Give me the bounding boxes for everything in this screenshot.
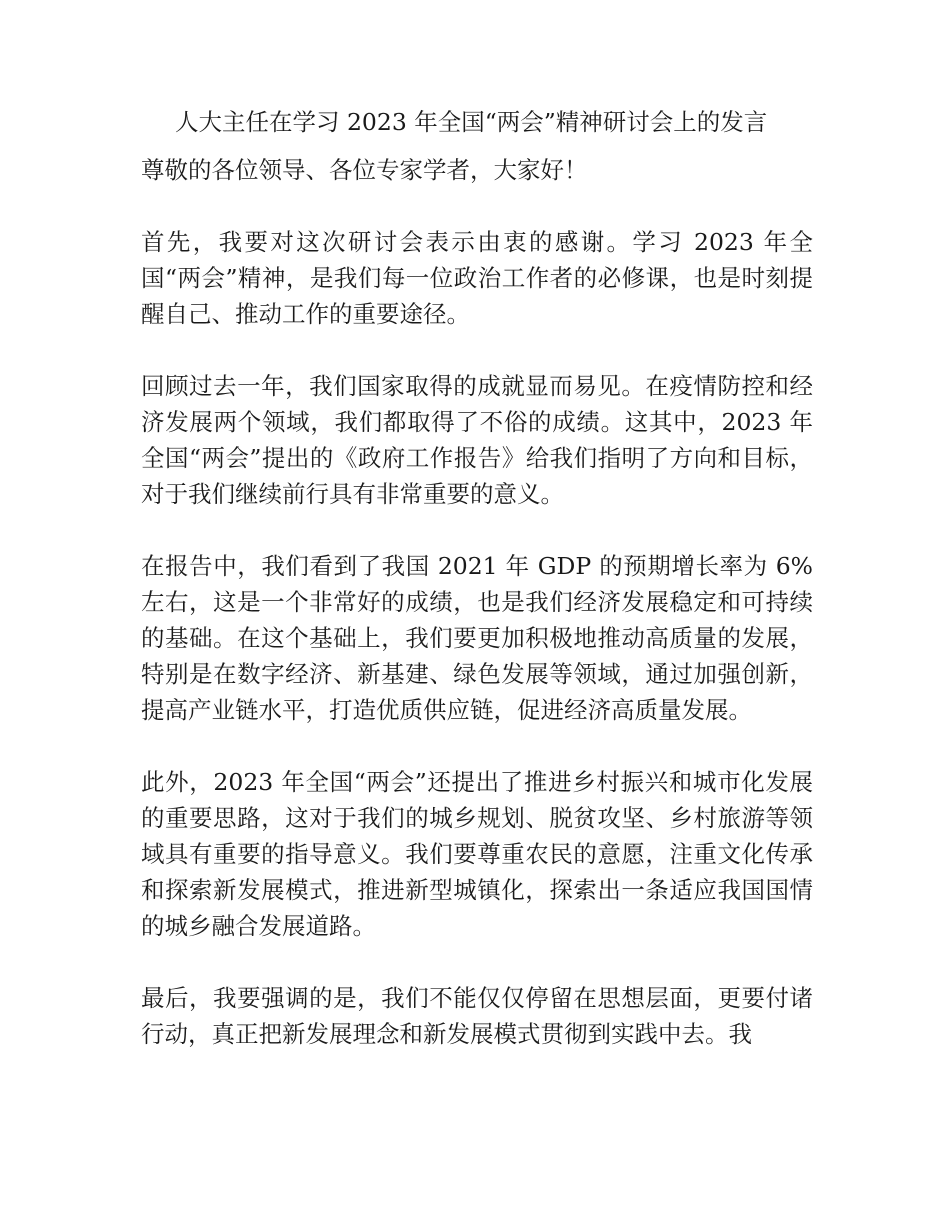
- paragraph-3: 在报告中，我们看到了我国 2021 年 GDP 的预期增长率为 6% 左右，这是一个非常好的成绩，也是我们经济发展稳定和可持续的基础。在这个基础上，我们要更加积极地推动高质量的发展，特别是在数字经济、新基建、绿色发展等领域，通过加强创新，提高产业链水平，打造优质供应链，促进经济高质量发展。: [141, 552, 813, 724]
- document-body: [141, 152, 813, 1088]
- document-title: 人大主任在学习 2023 年全国“两会”精神研讨会上的发言: [175, 108, 768, 136]
- paragraph-greeting: 尊敬的各位领导、各位专家学者，大家好！: [141, 156, 588, 184]
- paragraph-4: 此外，2023 年全国“两会”还提出了推进乡村振兴和城市化发展的重要思路，这对于我们的城乡规划、脱贫攻坚、乡村旅游等领域具有重要的指导意义。我们要尊重农民的意愿，注重文化传承和探索新发展模式，推进新型城镇化，探索出一条适应我国国情的城乡融合发展道路。: [141, 768, 813, 940]
- paragraph-1: 首先，我要对这次研讨会表示由衷的感谢。学习 2023 年全国“两会”精神，是我们每一位政治工作者的必修课，也是时刻提醒自己、推动工作的重要途径。: [141, 228, 813, 328]
- paragraph-5: 最后，我要强调的是，我们不能仅仅停留在思想层面，更要付诸行动，真正把新发展理念和新发展模式贯彻到实践中去。我: [141, 984, 813, 1048]
- paragraph-2: 回顾过去一年，我们国家取得的成就显而易见。在疫情防控和经济发展两个领域，我们都取得了不俗的成绩。这其中，2023 年全国“两会”提出的《政府工作报告》给我们指明了方向和目标，对于我们继续前行具有非常重要的意义。: [141, 372, 813, 508]
